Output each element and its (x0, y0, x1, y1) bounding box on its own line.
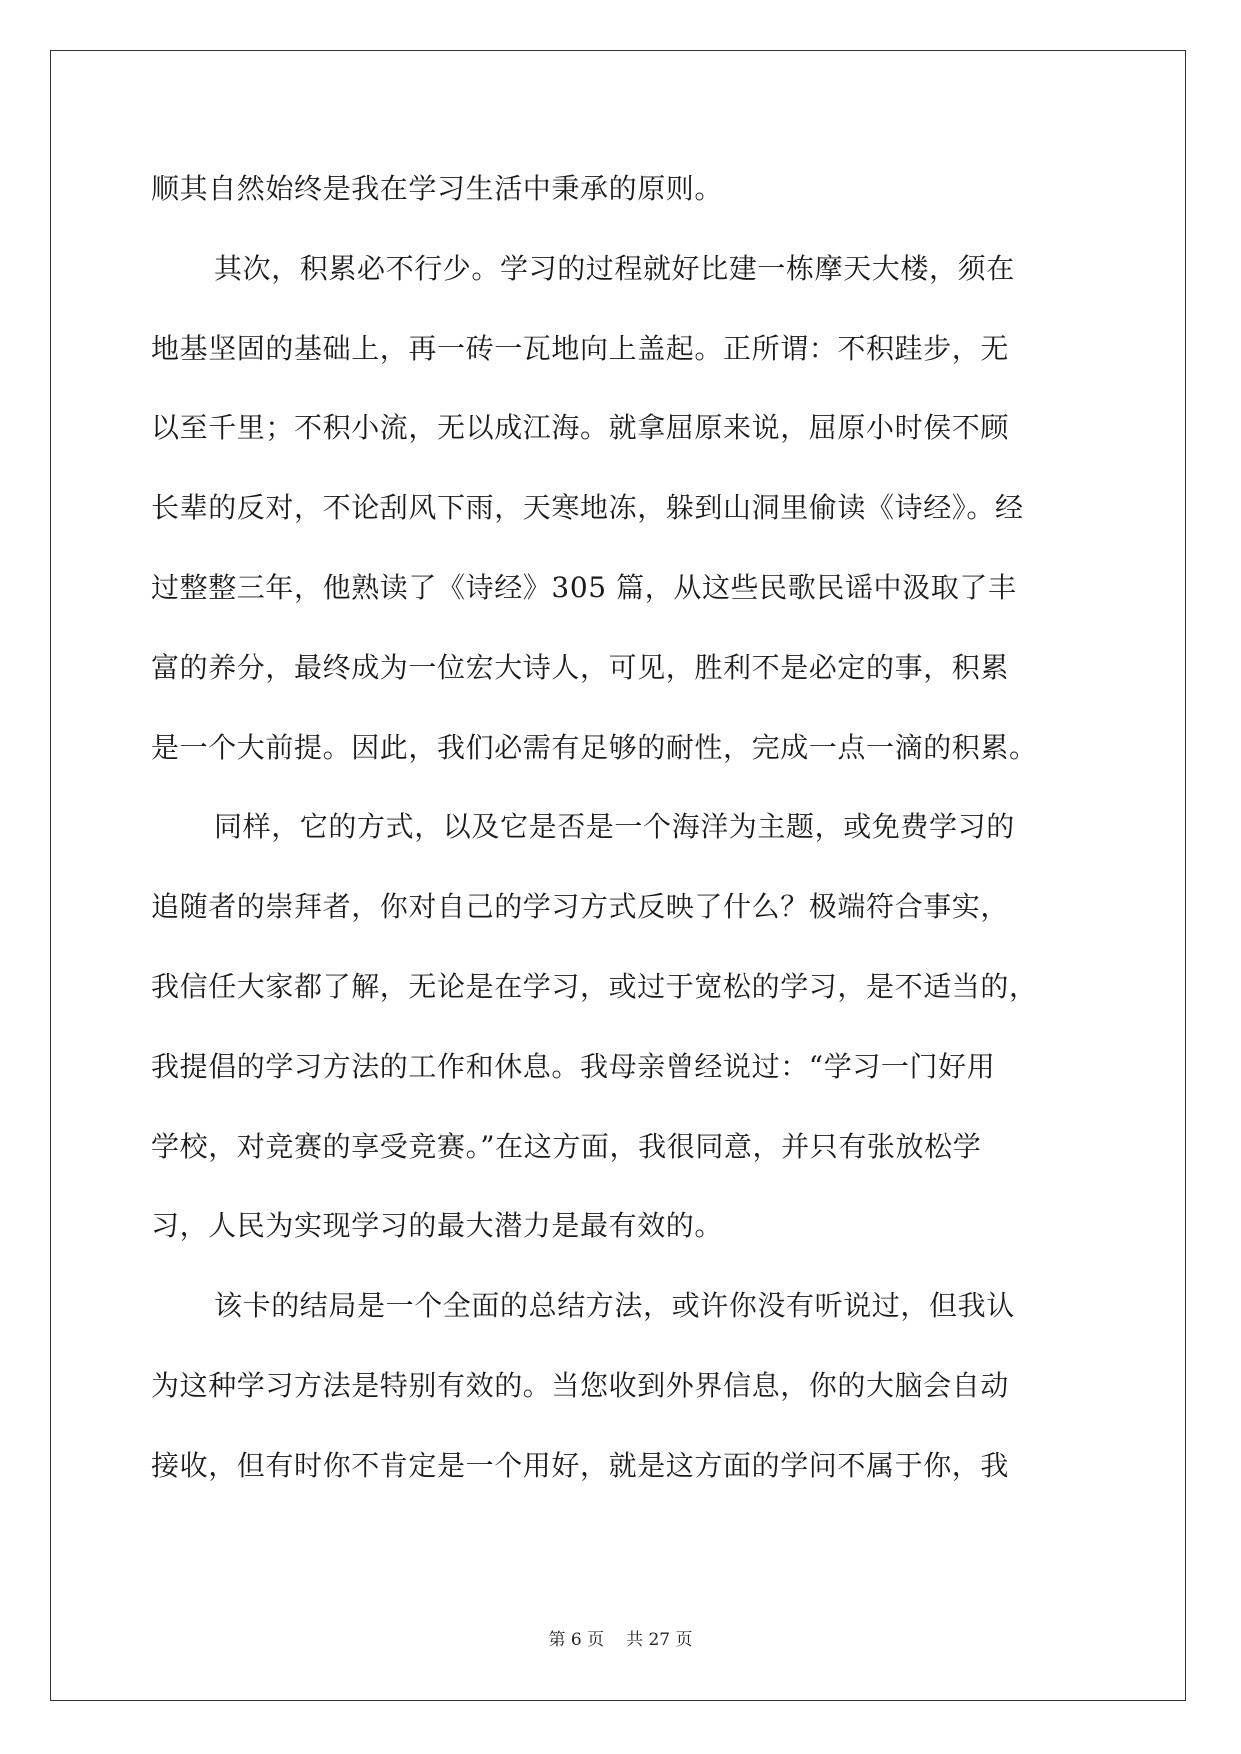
paragraph-first-line: 其次，积累必不行少。学习的过程就好比建一栋摩天大楼，须在 (214, 251, 1015, 285)
page-total: 共 27 页 (626, 1630, 693, 1650)
text-line: 顺其自然始终是我在学习生活中秉承的原则。 (151, 172, 724, 205)
text-line: 接收，但有时你不肯定是一个用好，就是这方面的学问不属于你，我 (151, 1448, 1010, 1482)
text-line: 是一个大前提。因此，我们必需有足够的耐性，完成一点一滴的积累。 (151, 730, 1038, 764)
text-line: 学校，对竞赛的享受竞赛。”在这方面，我很同意，并只有张放松学 (151, 1129, 982, 1163)
text-line: 习，人民为实现学习的最大潜力是最有效的。 (151, 1209, 724, 1243)
text-line: 以至千里；不积小流，无以成江海。就拿屈原来说，屈原小时侯不顾 (151, 411, 1010, 445)
text-line: 我信任大家都了解，无论是在学习，或过于宽松的学习，是不适当的， (151, 969, 1038, 1003)
document-body (151, 149, 1091, 1506)
page-footer (0, 1625, 1241, 1650)
text-line: 过整整三年，他熟读了《诗经》305 篇，从这些民歌民谣中汲取了丰 (151, 570, 1017, 604)
text-line: 长辈的反对，不论刮风下雨，天寒地冻，躲到山洞里偷读《诗经》。经 (151, 491, 1024, 525)
paragraph-first-line: 该卡的结局是一个全面的总结方法，或许你没有听说过，但我认 (214, 1289, 1015, 1323)
paragraph-first-line: 同样，它的方式，以及它是否是一个海洋为主题，或免费学习的 (214, 810, 1015, 844)
page-number: 第 6 页 (548, 1630, 605, 1650)
text-line: 我提倡的学习方法的工作和休息。我母亲曾经说过：“学习一门好用 (151, 1049, 996, 1083)
text-line: 富的养分，最终成为一位宏大诗人，可见，胜利不是必定的事，积累 (151, 650, 1010, 684)
text-line: 为这种学习方法是特别有效的。当您收到外界信息，你的大脑会自动 (151, 1368, 1010, 1402)
text-line: 地基坚固的基础上，再一砖一瓦地向上盖起。正所谓：不积跬步，无 (151, 331, 1010, 365)
text-line: 追随者的崇拜者，你对自己的学习方式反映了什么？极端符合事实， (151, 890, 1010, 924)
